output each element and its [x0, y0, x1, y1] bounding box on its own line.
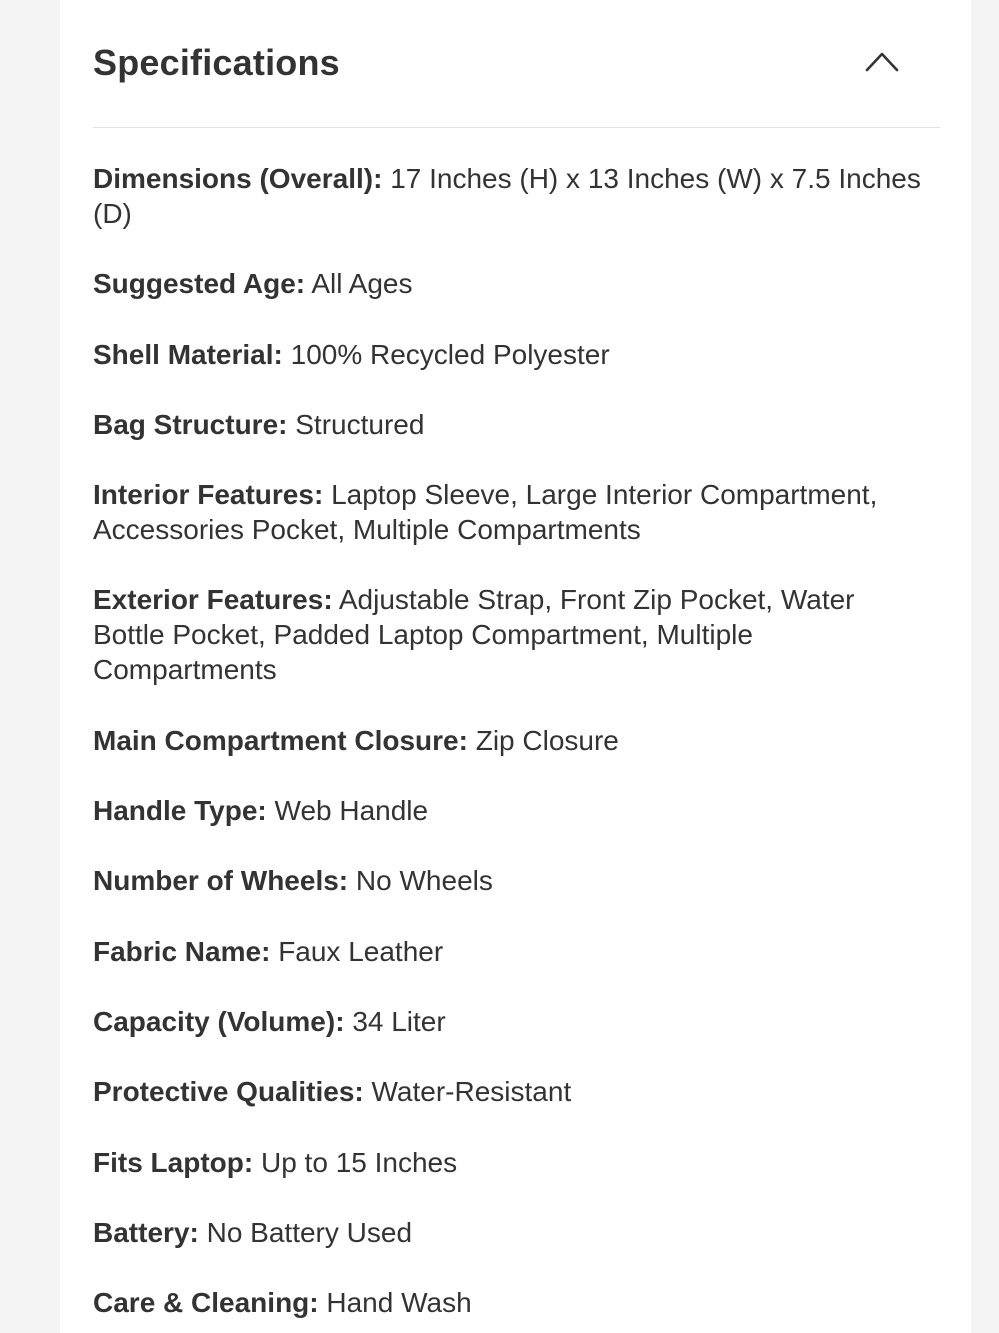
specifications-list	[93, 161, 928, 1333]
spec-label: Bag Structure:	[93, 408, 288, 440]
spec-item	[93, 582, 928, 687]
spec-label: Fits Laptop:	[93, 1146, 254, 1178]
spec-item	[93, 934, 928, 969]
spec-label: Handle Type:	[93, 795, 267, 827]
spec-item	[93, 793, 928, 828]
spec-label: Exterior Features:	[93, 584, 333, 616]
spec-value: All Ages	[311, 268, 413, 300]
spec-value: Faux Leather	[278, 935, 444, 967]
spec-value: Zip Closure	[475, 724, 619, 756]
spec-label: Fabric Name:	[93, 935, 271, 967]
spec-value: Adjustable Strap, Front Zip Pocket, Water Bottle Pocket, Padded Laptop Compartment, Multiple Compartments	[93, 584, 855, 686]
spec-item	[93, 337, 928, 372]
spec-value: 17 Inches (H) x 13 Inches (W) x 7.5 Inches (D)	[93, 163, 921, 229]
spec-label: Protective Qualities:	[93, 1076, 364, 1108]
specifications-accordion-header[interactable]	[93, 0, 940, 128]
chevron-up-icon[interactable]	[865, 48, 899, 74]
spec-label: Interior Features:	[93, 479, 324, 511]
spec-value: No Battery Used	[206, 1216, 413, 1248]
spec-value: 34 Liter	[352, 1005, 446, 1037]
spec-item	[93, 1004, 928, 1039]
spec-value: No Wheels	[355, 865, 493, 897]
spec-label: Suggested Age:	[93, 268, 306, 300]
spec-item	[93, 863, 928, 898]
specifications-card	[60, 0, 971, 1333]
spec-item	[93, 1074, 928, 1109]
spec-label: Number of Wheels:	[93, 865, 349, 897]
spec-item	[93, 723, 928, 758]
spec-value: 100% Recycled Polyester	[290, 338, 610, 370]
spec-label: Care & Cleaning:	[93, 1287, 319, 1319]
spec-label: Capacity (Volume):	[93, 1005, 345, 1037]
spec-item	[93, 1285, 928, 1320]
spec-label: Battery:	[93, 1216, 199, 1248]
spec-item	[93, 161, 928, 231]
spec-item	[93, 266, 928, 301]
spec-value: Web Handle	[274, 795, 429, 827]
spec-value: Water-Resistant	[371, 1076, 572, 1108]
spec-item	[93, 1215, 928, 1250]
spec-item	[93, 477, 928, 547]
spec-value: Hand Wash	[326, 1287, 472, 1319]
section-title: Specifications	[93, 42, 340, 83]
spec-item	[93, 1145, 928, 1180]
spec-value: Up to 15 Inches	[260, 1146, 458, 1178]
spec-label: Dimensions (Overall):	[93, 163, 383, 194]
spec-item	[93, 407, 928, 442]
spec-label: Shell Material:	[93, 338, 283, 370]
spec-label: Main Compartment Closure:	[93, 724, 468, 756]
spec-value: Laptop Sleeve, Large Interior Compartment, Accessories Pocket, Multiple Compartments	[93, 479, 878, 546]
spec-value: Structured	[295, 408, 425, 440]
